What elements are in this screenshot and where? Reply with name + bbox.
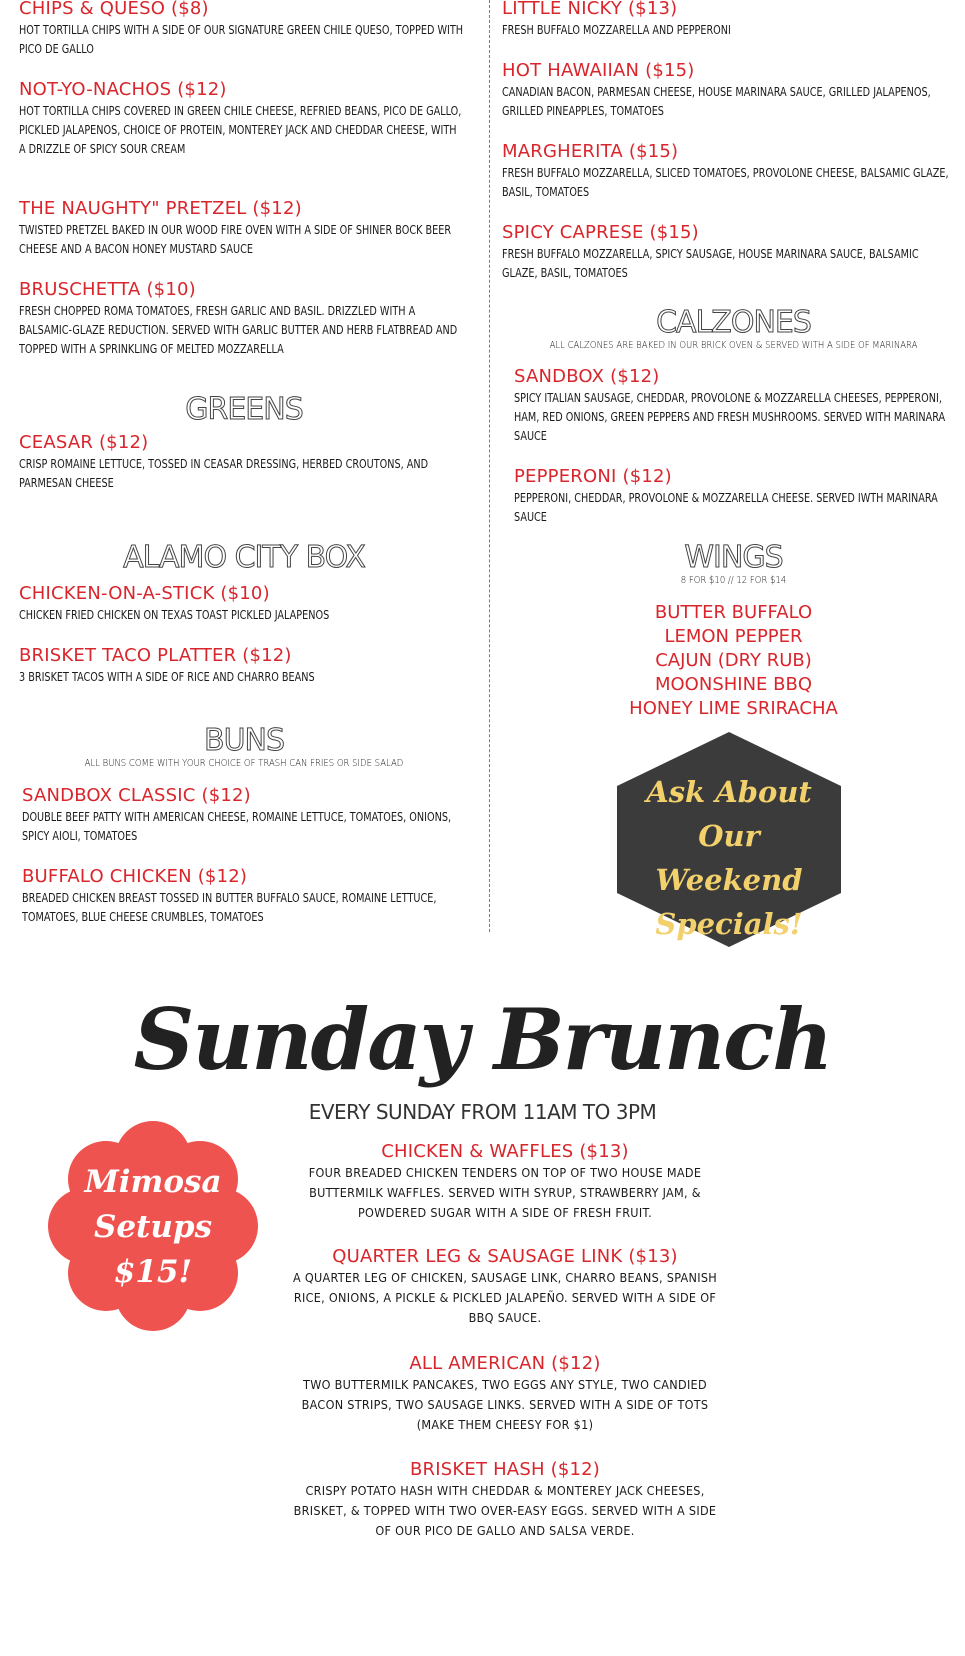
specials-line: Specials! [655,907,803,941]
wing-flavor: MOONSHINE BBQ [654,674,813,695]
item-title: NOT-YO-NACHOS ($12) [19,79,227,100]
item-title: SANDBOX ($12) [514,366,660,387]
mimosa-line: Setups [93,1209,213,1245]
menu-item [19,432,539,492]
item-title: SANDBOX CLASSIC ($12) [22,785,251,806]
brunch-subtitle: EVERY SUNDAY FROM 11AM TO 3PM [308,1100,657,1124]
menu-item [19,198,539,258]
item-description: FRESH CHOPPED ROMA TOMATOES, FRESH GARLIC AND BASIL. DRIZZLED WITH A BALSAMIC-GLAZE REDUCTION. SERVED WITH GARLIC BUTTER AND HERB FLATBREAD AND TOPPED WITH A SPRINKLING OF MELTED MOZZARELLA [19,303,458,356]
wing-flavor-list [502,601,965,721]
menu-item [22,785,542,845]
item-description: FRESH BUFFALO MOZZARELLA, SPICY SAUSAGE, HOUSE MARINARA SAUCE, BALSAMIC GLAZE, BASIL, TOMATOES [502,246,919,280]
item-title: BRISKET TACO PLATTER ($12) [19,645,292,666]
brunch-item [285,1353,725,1435]
mimosa-line: Mimosa [84,1164,222,1200]
wing-flavor: CAJUN (DRY RUB) [655,650,812,671]
item-title: PEPPERONI ($12) [514,466,672,487]
section-note: ALL CALZONES ARE BAKED IN OUR BRICK OVEN & SERVED WITH A SIDE OF MARINARA [549,340,918,351]
item-description: DOUBLE BEEF PATTY WITH AMERICAN CHEESE, ROMAINE LETTUCE, TOMATOES, ONIONS, SPICY AIOLI, TOMATOES [22,809,452,843]
item-title: CHICKEN-ON-A-STICK ($10) [19,583,270,604]
alamo-heading-block [19,541,469,575]
section-heading: ALAMO CITY BOX [123,540,365,575]
item-title: THE NAUGHTY" PRETZEL ($12) [19,198,302,219]
item-title: ALL AMERICAN ($12) [409,1353,601,1374]
item-description: A QUARTER LEG OF CHICKEN, SAUSAGE LINK, CHARRO BEANS, SPANISH RICE, ONIONS, A PICKLE & PICKLED JALAPEÑO. SERVED WITH A SIDE OF BBQ SAUCE. [292,1270,718,1325]
menu-item [502,60,965,120]
item-title: BRISKET HASH ($12) [409,1459,601,1480]
calzones-heading-block [502,306,965,351]
menu-item [514,366,965,445]
brunch-item [285,1246,725,1328]
section-note: 8 FOR $10 // 12 FOR $14 [680,575,787,586]
section-heading: GREENS [185,392,303,427]
item-title: BUFFALO CHICKEN ($12) [22,866,248,887]
item-description: FRESH BUFFALO MOZZARELLA, SLICED TOMATOES, PROVOLONE CHEESE, BALSAMIC GLAZE, BASIL, TOMATOES [502,165,949,199]
item-title: BRUSCHETTA ($10) [19,279,196,300]
item-description: FOUR BREADED CHICKEN TENDERS ON TOP OF TWO HOUSE MADE BUTTERMILK WAFFLES. SERVED WITH SYRUP, STRAWBERRY JAM, & POWDERED SUGAR WITH A SIDE OF FRESH FRUIT. [308,1165,702,1220]
section-heading: WINGS [684,540,783,575]
item-title: CHIPS & QUESO ($8) [19,0,209,19]
menu-item [514,466,965,526]
menu-item [502,222,965,282]
brunch-title: Sunday Brunch [133,990,832,1089]
section-heading: BUNS [203,723,285,758]
menu-item [22,866,542,926]
specials-line: Weekend [655,863,803,897]
item-description: FRESH BUFFALO MOZZARELLA AND PEPPERONI [502,22,731,37]
mimosa-text [44,1160,262,1295]
menu-item [19,645,539,686]
item-title: CEASAR ($12) [19,432,149,453]
greens-heading-block [19,393,469,427]
wings-heading-block [502,541,965,586]
menu-item [502,0,965,39]
item-description: PEPPERONI, CHEDDAR, PROVOLONE & MOZZARELLA CHEESE. SERVED IWTH MARINARA SAUCE [514,490,938,524]
item-title: HOT HAWAIIAN ($15) [502,60,695,81]
item-description: CHICKEN FRIED CHICKEN ON TEXAS TOAST PICKLED JALAPENOS [19,607,330,622]
specials-line: Ask About Our [646,775,812,853]
buns-heading-block [19,724,469,769]
item-description: 3 BRISKET TACOS WITH A SIDE OF RICE AND CHARRO BEANS [19,669,315,684]
item-description: CANADIAN BACON, PARMESAN CHEESE, HOUSE MARINARA SAUCE, GRILLED JALAPENOS, GRILLED PINEAPPLES, TOMATOES [502,84,931,118]
item-title: CHICKEN & WAFFLES ($13) [381,1141,629,1162]
item-description: CRISP ROMAINE LETTUCE, TOSSED IN CEASAR DRESSING, HERBED CROUTONS, AND PARMESAN CHEESE [19,456,429,490]
item-title: MARGHERITA ($15) [502,141,679,162]
section-note: ALL BUNS COME WITH YOUR CHOICE OF TRASH CAN FRIES OR SIDE SALAD [84,758,404,769]
item-description: HOT TORTILLA CHIPS COVERED IN GREEN CHILE CHEESE, REFRIED BEANS, PICO DE GALLO, PICKLED JALAPENOS, CHOICE OF PROTEIN, MONTEREY JACK AND CHEDDAR CHEESE, WITH A DRIZZLE OF SPICY SOUR CREAM [19,103,462,156]
brunch-item [285,1459,725,1541]
item-description: CRISPY POTATO HASH WITH CHEDDAR & MONTEREY JACK CHEESES, BRISKET, & TOPPED WITH TWO OVER-EASY EGGS. SERVED WITH A SIDE OF OUR PICO DE GALLO AND SALSA VERDE. [293,1483,717,1538]
section-heading: CALZONES [656,305,811,340]
menu-item [502,141,965,201]
item-description: TWO BUTTERMILK PANCAKES, TWO EGGS ANY STYLE, TWO CANDIED BACON STRIPS, TWO SAUSAGE LINKS. SERVED WITH A SIDE OF TOTS (MAKE THEM CHEESY FOR $1) [301,1377,709,1432]
item-title: LITTLE NICKY ($13) [502,0,678,19]
wing-flavor: HONEY LIME SRIRACHA [629,698,838,719]
menu-item [19,583,539,624]
mimosa-line: $15! [113,1254,193,1290]
item-title: QUARTER LEG & SAUSAGE LINK ($13) [332,1246,678,1267]
brunch-item [285,1141,725,1223]
column-divider [489,0,490,932]
item-title: SPICY CAPRESE ($15) [502,222,699,243]
menu-item [19,0,539,58]
menu-item [19,279,539,358]
wing-flavor: LEMON PEPPER [664,626,803,647]
menu-item [19,79,539,158]
item-description: BREADED CHICKEN BREAST TOSSED IN BUTTER BUFFALO SAUCE, ROMAINE LETTUCE, TOMATOES, BLUE CHEESE CRUMBLES, TOMATOES [22,890,437,924]
item-description: TWISTED PRETZEL BAKED IN OUR WOOD FIRE OVEN WITH A SIDE OF SHINER BOCK BEER CHEESE AND A BACON HONEY MUSTARD SAUCE [19,222,452,256]
item-description: HOT TORTILLA CHIPS WITH A SIDE OF OUR SIGNATURE GREEN CHILE QUESO, TOPPED WITH PICO DE GALLO [19,22,464,56]
item-description: SPICY ITALIAN SAUSAGE, CHEDDAR, PROVOLONE & MOZZARELLA CHEESES, PEPPERONI, HAM, RED ONIONS, GREEN PEPPERS AND FRESH MUSHROOMS. SERVED WITH MARINARA SAUCE [514,390,946,443]
wing-flavor: BUTTER BUFFALO [654,602,813,623]
specials-text [617,770,841,946]
